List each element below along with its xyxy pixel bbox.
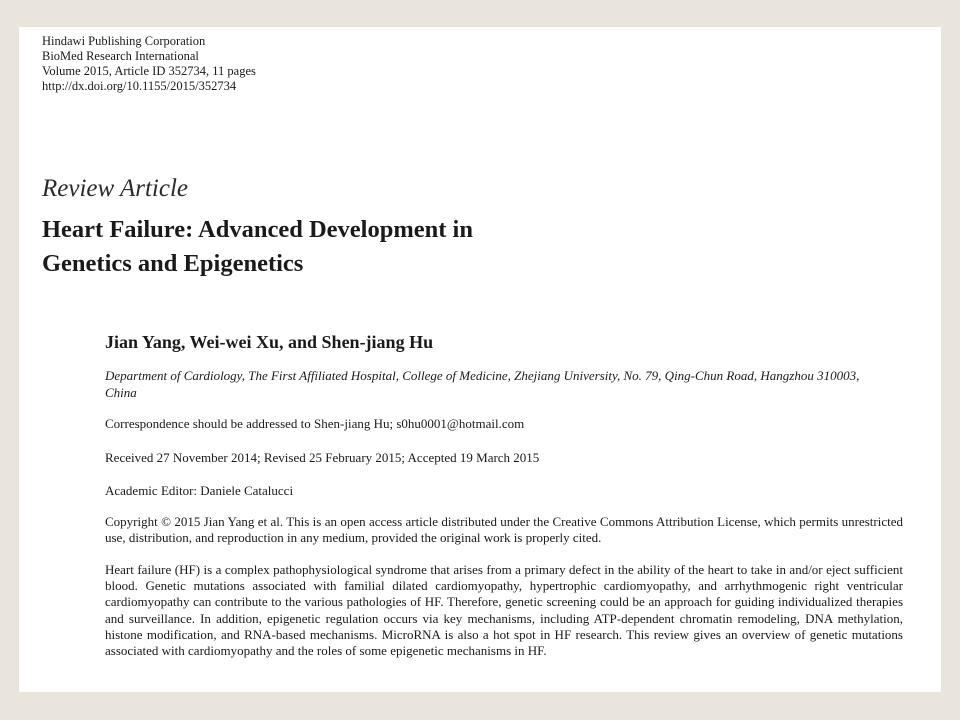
publisher-name: Hindawi Publishing Corporation (42, 34, 206, 48)
paper-title (42, 213, 742, 281)
publication-dates: Received 27 November 2014; Revised 25 February 2015; Accepted 19 March 2015 (105, 450, 540, 465)
journal-name: BioMed Research International (42, 49, 199, 63)
abstract: Heart failure (HF) is a complex pathophysiological syndrome that arises from a primary defect in the ability of the heart to take in and/or eject sufficient blood. Genetic mutations associated with familial dilated cardiomyopathy, hypertrophic cardiomyopathy, and arrhythmogenic right ventricular cardiomyopathy can contribute to the various pathologies of HF. Therefore, genetic screening could be an approach for guiding individualized therapies and surveillance. In addition, epigenetic regulation occurs via key mechanisms, including ATP-dependent chromatin remodeling, DNA methylation, histone modification, and RNA-based mechanisms. MicroRNA is also a hot spot in HF research. This review gives an overview of genetic mutations associated with cardiomyopathy and the roles of some epigenetic mechanisms in HF. (105, 562, 903, 659)
paper-title-line-1: Heart Failure: Advanced Development in (42, 216, 473, 243)
doi-link[interactable]: http://dx.doi.org/10.1155/2015/352734 (42, 79, 237, 93)
article-type: Review Article (42, 175, 189, 202)
affiliation: Department of Cardiology, The First Affiliated Hospital, College of Medicine, Zhejiang University, No. 79, Qing-Chun Road, Hangzhou 310003, China (105, 368, 860, 400)
paper-title-line-2: Genetics and Epigenetics (42, 250, 304, 277)
author-list: Jian Yang, Wei-wei Xu, and Shen-jiang Hu (105, 332, 434, 352)
copyright-notice: Copyright © 2015 Jian Yang et al. This is an open access article distributed under the Creative Commons Attribution License, which permits unrestricted use, distribution, and reproduction in any medium, provided the original work is properly cited. (105, 514, 903, 546)
paper-page (19, 27, 941, 692)
correspondence: Correspondence should be addressed to Shen-jiang Hu; s0hu0001@hotmail.com (105, 416, 525, 431)
volume-info: Volume 2015, Article ID 352734, 11 pages (42, 64, 256, 78)
academic-editor: Academic Editor: Daniele Catalucci (105, 483, 294, 498)
